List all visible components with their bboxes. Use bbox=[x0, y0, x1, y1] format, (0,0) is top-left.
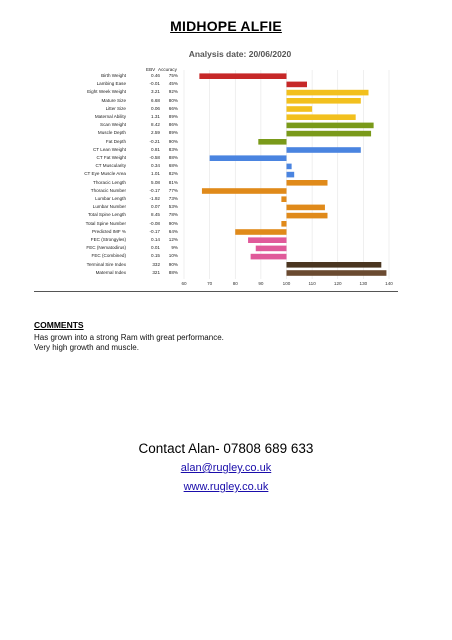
bar bbox=[287, 147, 361, 153]
ebv-value: 332 bbox=[152, 261, 160, 267]
trait-label: Fat Depth bbox=[105, 138, 126, 144]
trait-label: Maternal Index bbox=[95, 269, 126, 275]
trait-label: Lambing Ease bbox=[96, 81, 126, 87]
bar bbox=[287, 164, 292, 170]
trait-label: Lumbar Number bbox=[92, 204, 126, 210]
accuracy-value: 68% bbox=[168, 163, 178, 169]
accuracy-value: 64% bbox=[168, 228, 178, 234]
ebv-value: 0.15 bbox=[151, 253, 160, 259]
trait-label: Terminal Sire Index bbox=[86, 261, 126, 267]
website-link[interactable]: www.rugley.co.uk bbox=[183, 481, 269, 493]
ebv-value: 0.07 bbox=[151, 204, 160, 210]
trait-label: CT Fat Weight bbox=[96, 155, 126, 160]
x-tick-label: 100 bbox=[282, 281, 291, 286]
ebv-value: 321 bbox=[152, 269, 160, 275]
x-tick-label: 110 bbox=[308, 281, 316, 286]
ebv-value: 0.06 bbox=[151, 105, 160, 111]
ebv-value: 0.01 bbox=[151, 245, 160, 251]
trait-label: Predicted IMF % bbox=[92, 228, 126, 234]
ebv-value: 3.21 bbox=[151, 89, 160, 95]
ebv-value: -0.01 bbox=[149, 81, 160, 87]
email-link[interactable]: alan@rugley.co.uk bbox=[180, 462, 272, 474]
ebv-value: 0.46 bbox=[151, 73, 160, 78]
accuracy-value: 53% bbox=[168, 204, 178, 210]
trait-label: Thoracic Number bbox=[90, 187, 126, 193]
trait-label: FEC (Strongyles) bbox=[90, 237, 126, 242]
x-tick-label: 70 bbox=[207, 281, 213, 286]
trait-label: Thoracic Length bbox=[93, 179, 126, 185]
bar bbox=[287, 270, 387, 276]
bar bbox=[287, 90, 369, 96]
ebv-value: 1.01 bbox=[151, 171, 160, 177]
x-tick-label: 130 bbox=[359, 281, 368, 286]
accuracy-value: 82% bbox=[168, 171, 178, 177]
ebv-value: 0.34 bbox=[151, 163, 160, 169]
trait-label: Mature Size bbox=[101, 97, 126, 103]
ebv-value: -0.08 bbox=[149, 220, 160, 226]
bar bbox=[287, 262, 382, 268]
bar bbox=[256, 246, 287, 252]
accuracy-value: 45% bbox=[168, 81, 178, 87]
trait-label: FEC (Combined) bbox=[91, 253, 126, 259]
accuracy-value: 86% bbox=[168, 122, 178, 128]
trait-label: FEC (Nematodirus) bbox=[86, 245, 126, 251]
bar bbox=[281, 221, 286, 227]
accuracy-value: 88% bbox=[168, 269, 178, 275]
analysis-date: Analysis date: 20/06/2020 bbox=[188, 49, 292, 59]
accuracy-value: 88% bbox=[168, 155, 178, 160]
x-tick-label: 80 bbox=[232, 281, 238, 286]
bar bbox=[287, 123, 374, 129]
ebv-value: -0.21 bbox=[149, 138, 160, 144]
x-tick-label: 140 bbox=[385, 281, 393, 286]
bar bbox=[287, 98, 361, 104]
ebv-value: 2.59 bbox=[151, 130, 160, 136]
accuracy-value: 90% bbox=[168, 261, 178, 267]
contact-heading: Contact Alan- 07808 689 633 bbox=[138, 441, 314, 456]
bar bbox=[258, 139, 286, 145]
accuracy-value: 66% bbox=[168, 105, 178, 111]
accuracy-value: 78% bbox=[168, 212, 178, 218]
accuracy-header: Accuracy bbox=[158, 67, 177, 72]
bar bbox=[287, 180, 328, 186]
page-title: MIDHOPE ALFIE bbox=[170, 18, 282, 34]
divider bbox=[34, 291, 398, 292]
ebv-value: -0.58 bbox=[149, 155, 160, 160]
ebv-value: -1.92 bbox=[149, 196, 160, 201]
ebv-value: 5.08 bbox=[151, 179, 160, 185]
ebv-header: EBV bbox=[146, 67, 156, 72]
ebv-value: -0.17 bbox=[149, 228, 160, 234]
accuracy-value: 80% bbox=[168, 97, 178, 103]
ebv-value: 0.81 bbox=[151, 146, 160, 152]
accuracy-value: 9% bbox=[171, 245, 178, 251]
trait-label: CT Eye Muscle Area bbox=[84, 171, 126, 177]
ebv-value: 0.14 bbox=[151, 237, 160, 242]
bar bbox=[248, 237, 286, 243]
bar bbox=[235, 229, 286, 235]
bar bbox=[287, 172, 295, 178]
accuracy-value: 12% bbox=[168, 237, 178, 242]
bar bbox=[199, 73, 286, 79]
trait-label: CT Muscularity bbox=[95, 163, 126, 169]
x-tick-label: 120 bbox=[333, 281, 342, 286]
accuracy-value: 10% bbox=[168, 253, 178, 259]
ebv-value: 8.45 bbox=[151, 212, 160, 218]
accuracy-value: 89% bbox=[168, 130, 178, 136]
ebv-value: 6.68 bbox=[151, 97, 160, 103]
trait-label: Maternal Ability bbox=[94, 114, 126, 119]
bar bbox=[281, 196, 286, 202]
trait-label: Scan Weight bbox=[100, 122, 126, 128]
trait-label: Lumbar Length bbox=[95, 196, 126, 201]
accuracy-value: 73% bbox=[168, 196, 178, 201]
trait-label: Birth Weight bbox=[101, 73, 126, 78]
accuracy-value: 75% bbox=[168, 73, 178, 78]
x-tick-label: 90 bbox=[258, 281, 264, 286]
bar bbox=[202, 188, 287, 194]
trait-label: Total Spine Number bbox=[85, 220, 126, 226]
bar bbox=[251, 254, 287, 260]
bar bbox=[287, 205, 325, 211]
accuracy-value: 77% bbox=[168, 187, 178, 193]
accuracy-value: 92% bbox=[168, 89, 178, 95]
trait-label: Muscle Depth bbox=[97, 130, 126, 136]
accuracy-value: 89% bbox=[168, 114, 178, 119]
bar bbox=[287, 82, 308, 88]
trait-label: Eight Week Weight bbox=[87, 89, 126, 95]
trait-label: CT Lean Weight bbox=[92, 146, 126, 152]
x-tick-label: 60 bbox=[181, 281, 187, 286]
accuracy-value: 90% bbox=[168, 220, 178, 226]
trait-label: Litter Size bbox=[105, 105, 126, 111]
bar bbox=[287, 213, 328, 219]
comment-line: Has grown into a strong Ram with great performance. bbox=[34, 333, 224, 342]
comments-heading: COMMENTS bbox=[34, 320, 84, 330]
bar bbox=[210, 155, 287, 161]
trait-label: Total Spine Length bbox=[87, 212, 126, 218]
accuracy-value: 90% bbox=[168, 138, 178, 144]
bar bbox=[287, 131, 372, 137]
bar bbox=[287, 106, 313, 112]
accuracy-value: 81% bbox=[168, 179, 178, 185]
ebv-value: 1.31 bbox=[151, 114, 160, 119]
bar bbox=[287, 114, 356, 120]
ebv-value: 8.42 bbox=[151, 122, 160, 128]
comment-line: Very high growth and muscle. bbox=[34, 343, 139, 352]
ebv-value: -0.17 bbox=[149, 187, 160, 193]
accuracy-value: 83% bbox=[168, 146, 178, 152]
ebv-bar-chart bbox=[0, 0, 452, 290]
